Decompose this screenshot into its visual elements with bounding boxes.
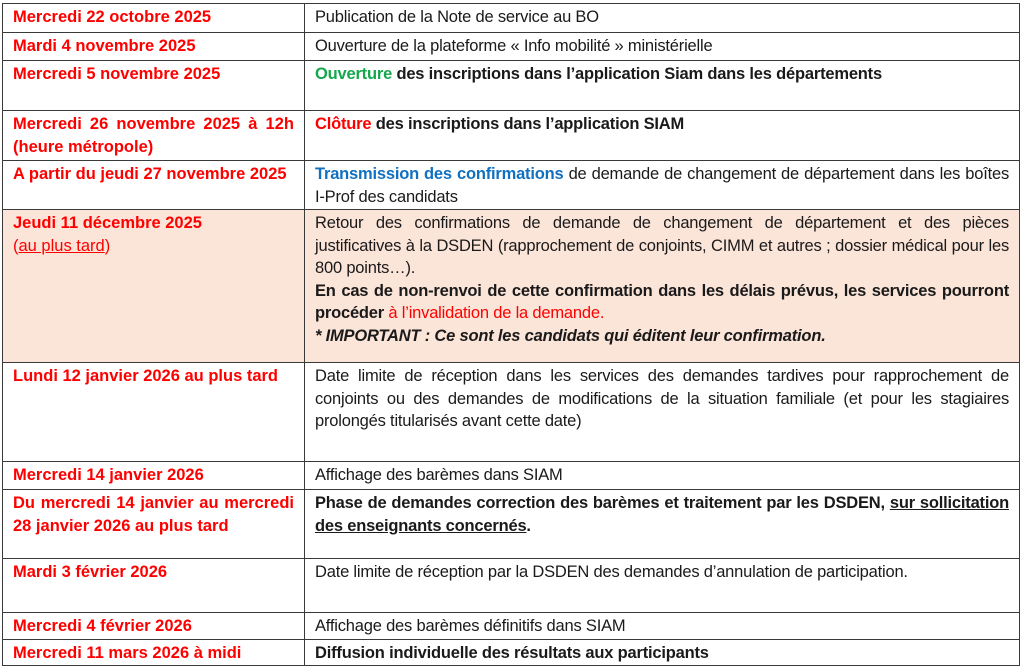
invalidation-text: à l’invalidation de la demande [388,304,600,322]
description-cell: Date limite de réception par la DSDEN des demandes d’annulation de participation. [305,559,1020,613]
date-text: Jeudi 11 décembre 2025 [13,214,202,232]
description-cell [305,61,1020,111]
date-note [13,237,110,255]
table-row [3,363,1020,462]
description-cell: Affichage des barèmes dans SIAM [305,462,1020,490]
table-row [3,61,1020,111]
warning-text: En cas de non-renvoi de cette confirmation dans les délais prévus, les services pourront procéder [315,281,1009,322]
period: . [599,304,605,322]
description-cell [305,111,1020,161]
calendar-table [2,3,1020,666]
date-cell: Mercredi 11 mars 2026 à midi [3,640,305,666]
table-row [3,111,1020,161]
description-text: des inscriptions dans l’application SIAM [371,115,685,133]
description-cell: Publication de la Note de service au BO [305,4,1020,33]
date-cell: Mercredi 5 novembre 2025 [3,61,305,111]
description-text: des inscriptions dans l’application Siam dans les départements [392,65,882,83]
important-note: * IMPORTANT : Ce sont les candidats qui éditent leur confirmation. [315,326,826,345]
date-cell: Mardi 3 février 2026 [3,559,305,613]
description-cell: Date limite de réception dans les services des demandes tardives pour rapprochement de conjoints ou des demandes de modifications de la situation familiale (et pour les stagiaires prolongés titularisés avant cette date) [305,363,1020,462]
description-cell: Ouverture de la plateforme « Info mobilité » ministérielle [305,33,1020,61]
table-row [3,33,1020,61]
date-cell: Lundi 12 janvier 2026 au plus tard [3,363,305,462]
status-highlight: Ouverture [315,65,393,83]
date-cell: Mercredi 14 janvier 2026 [3,462,305,490]
description-cell [305,210,1020,363]
paren-close: ) [104,236,111,255]
description-cell [305,490,1020,559]
status-highlight: Transmission des confirmations [315,165,564,183]
period: . [526,516,531,535]
paren-open: ( [13,236,19,255]
date-cell: Du mercredi 14 janvier au mercredi 28 janvier 2026 au plus tard [3,490,305,559]
date-cell: Mardi 4 novembre 2025 [3,33,305,61]
date-note-text: au plus tard [18,236,105,255]
table-row [3,490,1020,559]
warning-paragraph [315,280,1009,325]
description-link-text: sur sollicitation des enseignants concernés [315,494,1009,535]
date-cell [3,210,305,363]
status-highlight: Clôture [315,115,372,133]
description-paragraph: Retour des confirmations de demande de changement de département et des pièces justificatives à la DSDEN (rapprochement de conjoints, CIMM et autres ; dossier médical pour les 800 points…). [315,214,1009,277]
description-text: de demande de changement de département dans les boîtes I-Prof des candidats [315,165,1009,206]
table-row [3,4,1020,33]
table-row [3,613,1020,640]
table-row-highlighted [3,210,1020,363]
description-cell: Diffusion individuelle des résultats aux participants [305,640,1020,666]
table-row [3,640,1020,666]
date-cell: Mercredi 4 février 2026 [3,613,305,640]
date-cell: A partir du jeudi 27 novembre 2025 [3,161,305,210]
date-cell: Mercredi 26 novembre 2025 à 12h (heure métropole) [3,111,305,161]
table-row [3,161,1020,210]
description-cell [305,161,1020,210]
date-cell: Mercredi 22 octobre 2025 [3,4,305,33]
table-row [3,559,1020,613]
description-cell: Affichage des barèmes définitifs dans SIAM [305,613,1020,640]
table-row [3,462,1020,490]
description-text: Phase de demandes correction des barèmes et traitement par les DSDEN, [315,494,890,512]
